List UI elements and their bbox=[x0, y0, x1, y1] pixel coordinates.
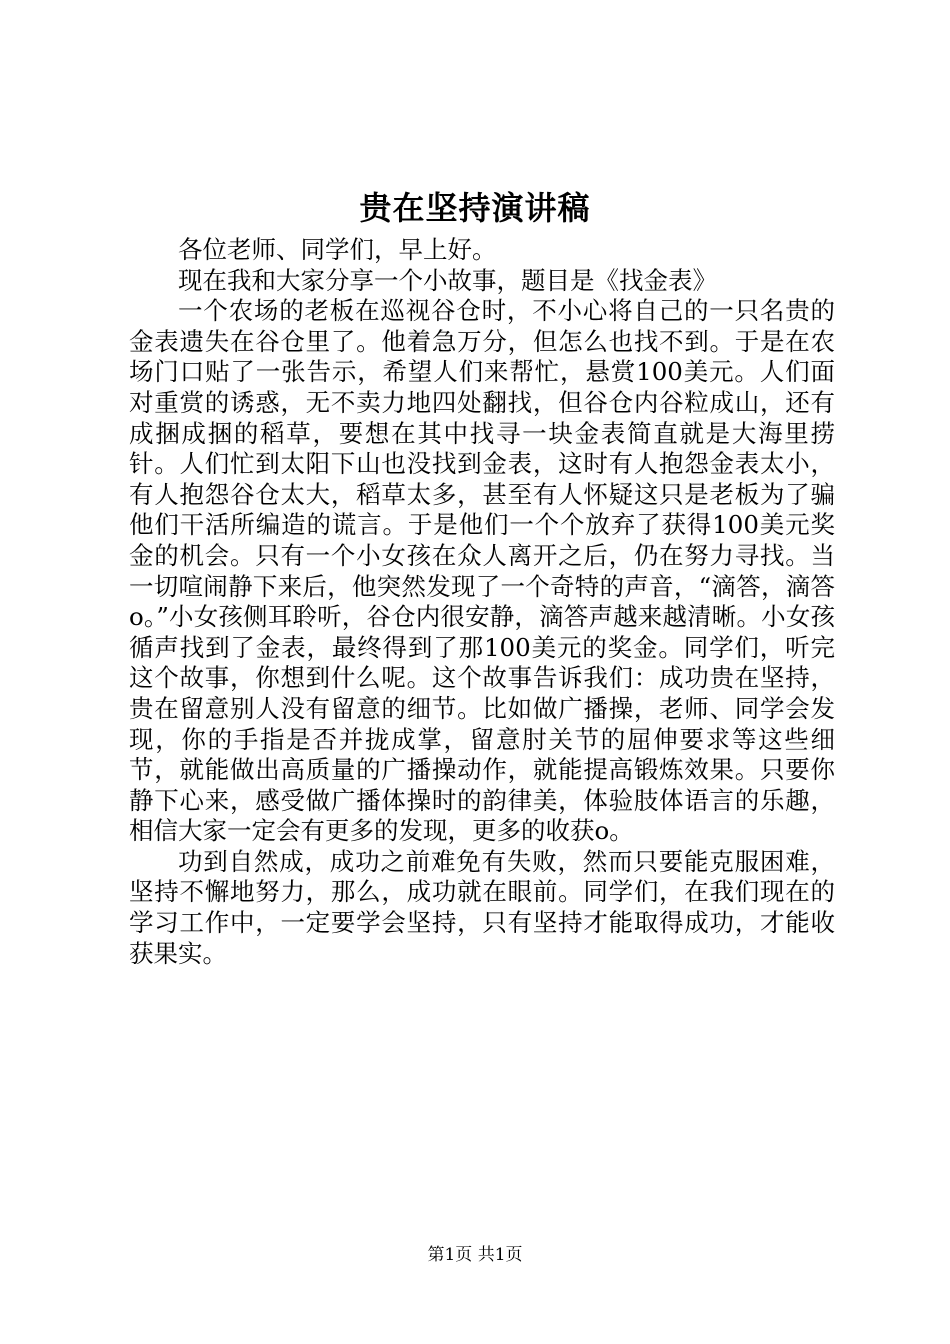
paragraph-story: 一个农场的老板在巡视谷仓时，不小心将自己的一只名贵的金表遗失在谷仓里了。他着急万分，但怎么也找不到。于是在农场门口贴了一张告示，希望人们来帮忙，悬赏100美元。人们面对重赏的诱惑，无不卖力地四处翻找，但谷仓内谷粒成山，还有成捆成捆的稻草，要想在其中找寻一块金表简直就是大海里捞针。人们忙到太阳下山也没找到金表，这时有人抱怨金表太小，有人抱怨谷仓太大，稻草太多，甚至有人怀疑这只是老板为了骗他们干活所编造的谎言。于是他们一个个放弃了获得100美元奖金的机会。只有一个小女孩在众人离开之后，仍在努力寻找。当一切喧闹静下来后，他突然发现了一个奇特的声音，“滴答，滴答o。”小女孩侧耳聆听，谷仓内很安静，滴答声越来越清晰。小女孩循声找到了金表，最终得到了那100美元的奖金。同学们，听完这个故事，你想到什么呢。这个故事告诉我们：成功贵在坚持，贵在留意别人没有留意的细节。比如做广播操，老师、同学会发现，你的手指是否并拢成掌，留意肘关节的屈伸要求等这些细节，就能做出高质量的广播操动作，就能提高锻炼效果。只要你静下心来，感受做广播体操时的韵律美，体验肢体语言的乐趣，相信大家一定会有更多的发现，更多的收获o。 bbox=[129, 296, 835, 846]
page-title: 贵在坚持演讲稿 bbox=[359, 189, 591, 227]
page-footer: 第1页 共1页 bbox=[427, 1245, 523, 1265]
document-body bbox=[129, 235, 835, 969]
paragraph-greeting: 各位老师、同学们，早上好。 bbox=[178, 235, 497, 264]
paragraph-intro: 现在我和大家分享一个小故事，题目是《找金表》 bbox=[178, 265, 717, 295]
paragraph-conclusion: 功到自然成，成功之前难免有失败，然而只要能克服困难，坚持不懈地努力，那么，成功就在眼前。同学们，在我们现在的学习工作中，一定要学会坚持，只有坚持才能取得成功，才能收获果实。 bbox=[129, 846, 835, 968]
